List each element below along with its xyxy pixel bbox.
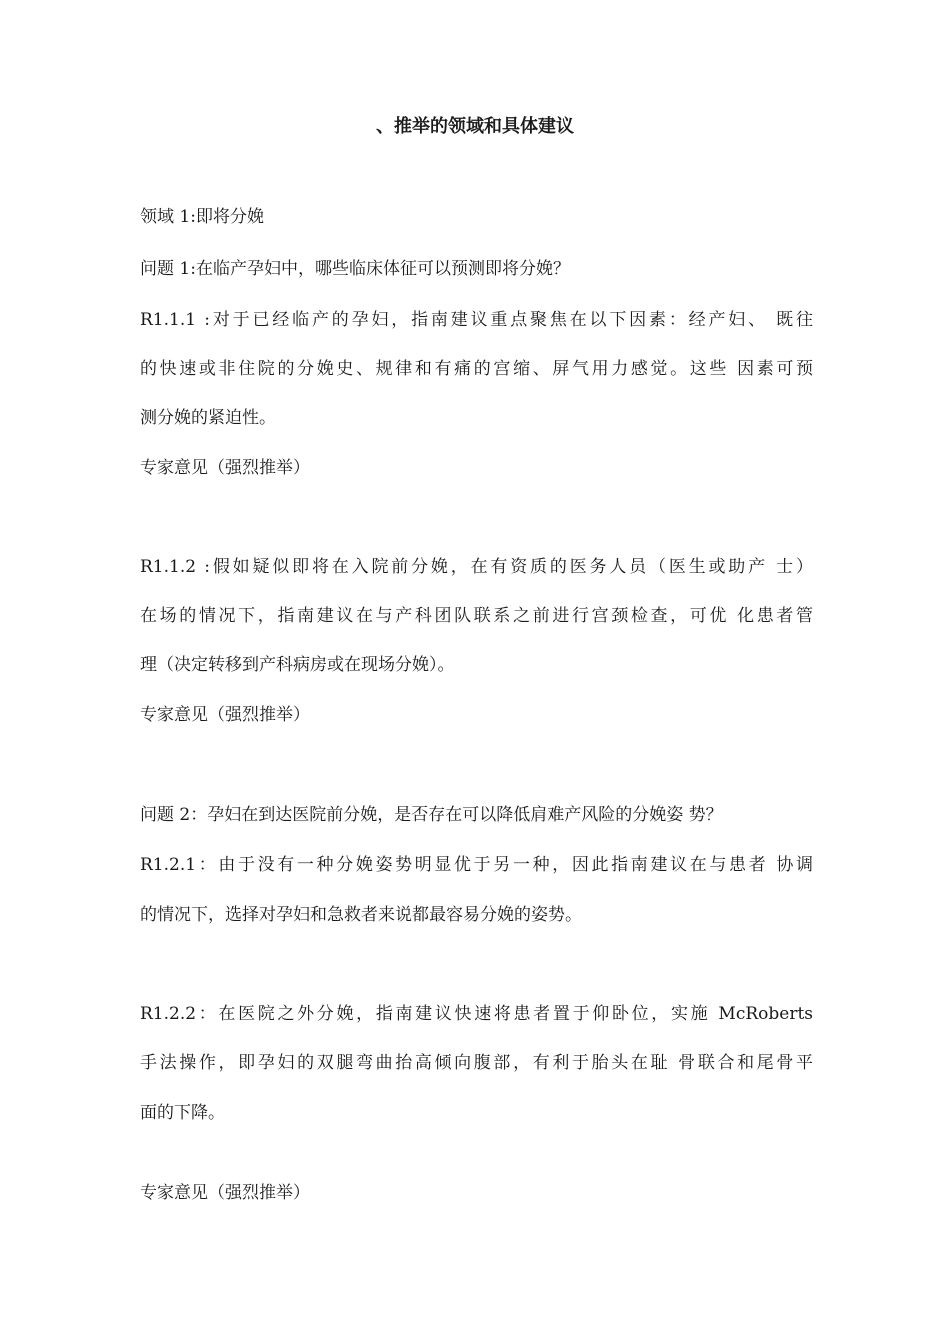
expert-opinion-1: 专家意见（强烈推举） <box>140 458 310 478</box>
recommendation-1-2-2-line-1: R1.2.2：在医院之外分娩，指南建议快速将患者置于仰卧位，实施 McRoberts <box>140 1004 813 1024</box>
question-1: 问题 1:在临产孕妇中，哪些临床体征可以预测即将分娩？ <box>140 259 570 279</box>
recommendation-1-1-2-line-2: 在场的情况下，指南建议在与产科团队联系之前进行宫颈检查，可优 化患者管 <box>140 606 813 626</box>
recommendation-1-2-2-line-2: 手法操作，即孕妇的双腿弯曲抬高倾向腹部，有利于胎头在耻 骨联合和尾骨平 <box>140 1053 813 1073</box>
expert-opinion-2: 专家意见（强烈推举） <box>140 705 310 725</box>
document-title: 、推举的领域和具体建议 <box>376 116 574 137</box>
expert-opinion-3: 专家意见（强烈推举） <box>140 1183 310 1203</box>
recommendation-1-2-1-line-2: 的情况下，选择对孕妇和急救者来说都最容易分娩的姿势。 <box>140 905 582 925</box>
recommendation-1-1-1-line-3: 测分娩的紧迫性。 <box>140 408 276 428</box>
recommendation-1-1-2-line-3: 理（决定转移到产科病房或在现场分娩）。 <box>140 655 455 675</box>
recommendation-1-1-2-line-1: R1.1.2 :假如疑似即将在入院前分娩，在有资质的医务人员（医生或助产 士） <box>140 557 813 577</box>
question-2: 问题 2：孕妇在到达医院前分娩，是否存在可以降低肩难产风险的分娩姿 势？ <box>140 805 723 825</box>
recommendation-1-1-1-line-2: 的快速或非住院的分娩史、规律和有痛的宫缩、屏气用力感觉。这些 因素可预 <box>140 359 813 379</box>
recommendation-1-2-2-line-3: 面的下降。 <box>140 1103 225 1123</box>
domain-heading: 领域 1:即将分娩 <box>140 207 264 227</box>
recommendation-1-2-1-line-1: R1.2.1：由于没有一种分娩姿势明显优于另一种，因此指南建议在与患者 协调 <box>140 855 813 875</box>
recommendation-1-1-1-line-1: R1.1.1 :对于已经临产的孕妇，指南建议重点聚焦在以下因素：经产妇、 既往 <box>140 310 813 330</box>
